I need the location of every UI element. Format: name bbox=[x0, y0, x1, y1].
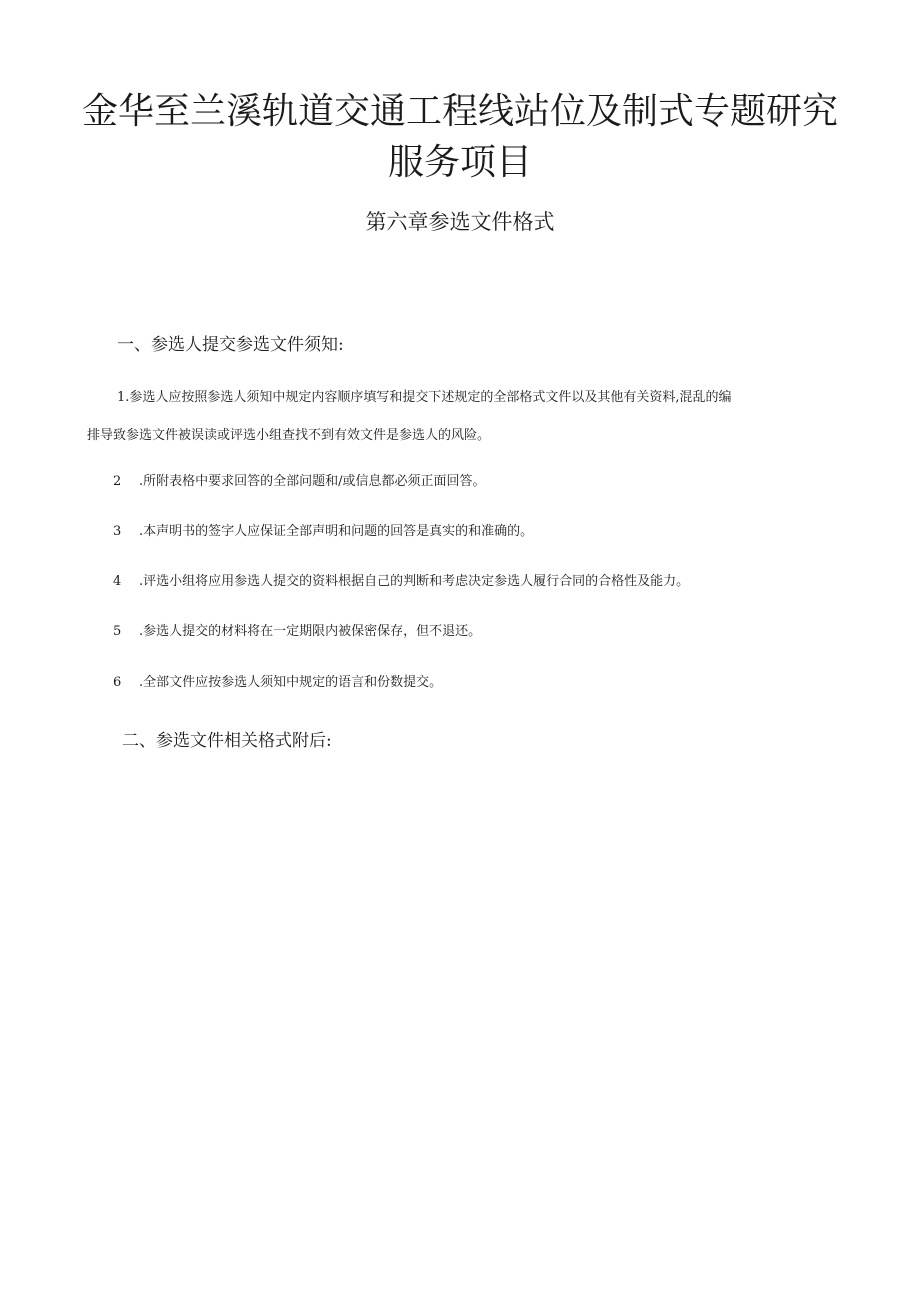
list-item bbox=[113, 472, 486, 492]
list-item bbox=[113, 673, 442, 693]
item-1-line-1: 1.参选人应按照参选人须知中规定内容顺序填写和提交下述规定的全部格式文件以及其他有关资料,混乱的编 bbox=[117, 390, 732, 405]
item-number: 5 bbox=[113, 624, 122, 639]
item-number: 3 bbox=[113, 524, 122, 539]
item-text: .全部文件应按参选人须知中规定的语言和份数提交。 bbox=[139, 675, 443, 690]
section-1-heading: 一、参选人提交参选文件须知: bbox=[117, 335, 344, 355]
item-text: .所附表格中要求回答的全部问题和/或信息都必须正面回答。 bbox=[139, 474, 486, 489]
item-text: .本声明书的签字人应保证全部声明和问题的回答是真实的和准确的。 bbox=[139, 524, 534, 539]
list-item bbox=[113, 522, 533, 542]
item-number: 4 bbox=[113, 574, 122, 589]
item-1-line-2: 排导致参选文件被误读或评选小组查找不到有效文件是参选人的风险。 bbox=[87, 428, 491, 443]
document-title-line-1: 金华至兰溪轨道交通工程线站位及制式专题研究 bbox=[81, 91, 838, 132]
item-number: 2 bbox=[113, 474, 122, 489]
list-item bbox=[113, 622, 481, 642]
list-item bbox=[113, 572, 689, 592]
item-number: 6 bbox=[113, 675, 122, 690]
chapter-heading: 第六章参选文件格式 bbox=[365, 210, 555, 234]
document-title-line-2: 服务项目 bbox=[387, 142, 532, 183]
section-2-heading: 二、参选文件相关格式附后: bbox=[122, 731, 332, 751]
item-text: .参选人提交的材料将在一定期限内被保密保存，但不退还。 bbox=[139, 624, 482, 639]
item-text: .评选小组将应用参选人提交的资料根据自己的判断和考虑决定参选人履行合同的合格性及能力。 bbox=[139, 574, 690, 589]
